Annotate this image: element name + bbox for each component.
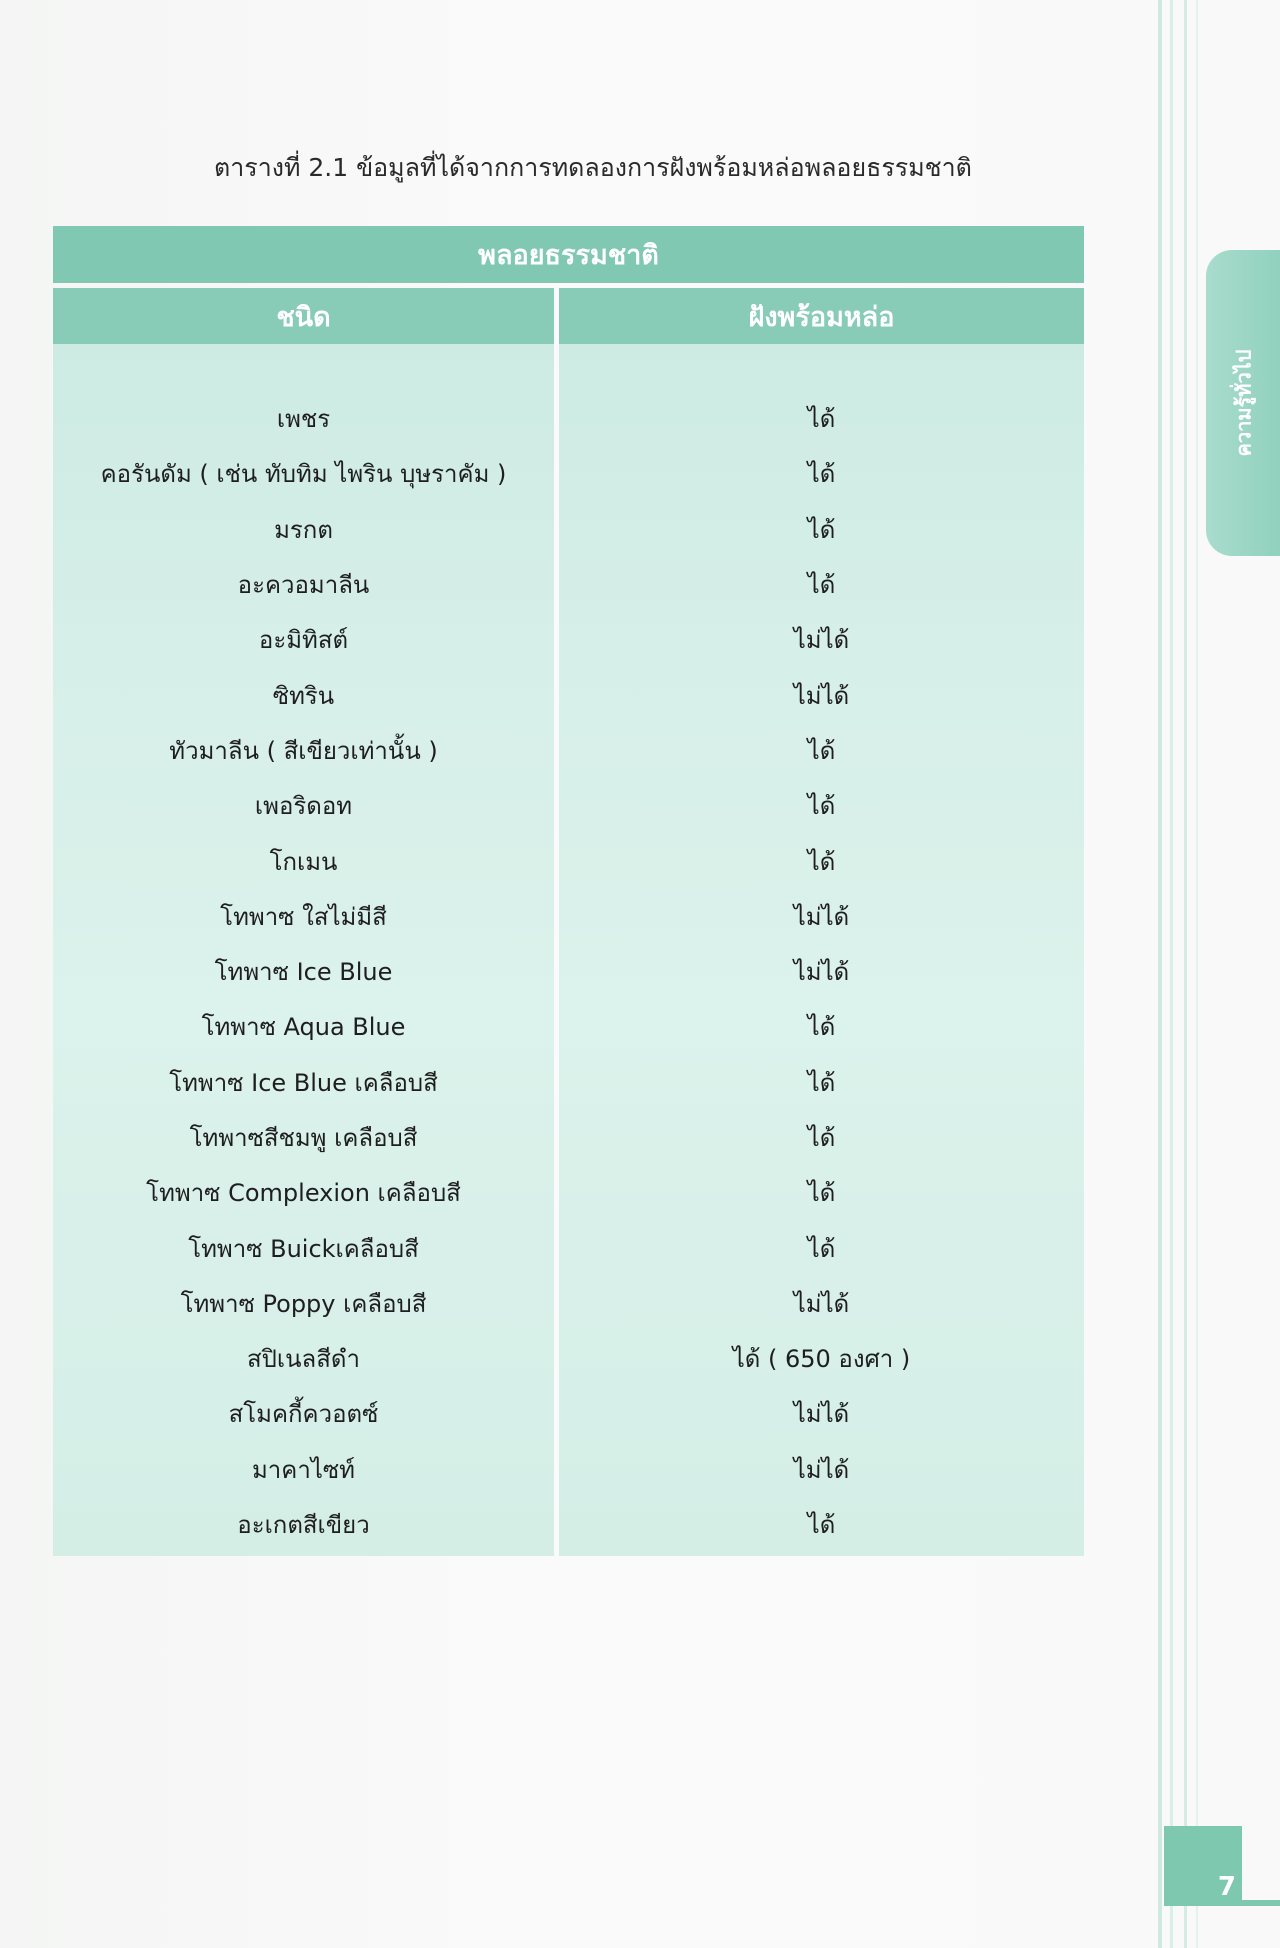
setting-result: ไม่ได้ <box>793 1289 850 1318</box>
margin-stripe <box>1158 0 1162 1948</box>
column-header-result: ฝังพร้อมหล่อ <box>559 288 1084 344</box>
gem-name: มรกต <box>274 515 333 544</box>
page-number-strip <box>1242 1900 1280 1906</box>
gem-name: โทพาซ ใสไม่มีสี <box>220 902 387 931</box>
table-row <box>53 1497 1084 1552</box>
table-row <box>53 1386 1084 1441</box>
gem-name: อะควอมาลีน <box>237 571 370 600</box>
table-row <box>53 1165 1084 1220</box>
table-row <box>53 1442 1084 1497</box>
table-row <box>53 1276 1084 1331</box>
setting-result: ได้ <box>807 1179 836 1208</box>
table-row <box>53 833 1084 888</box>
table-row <box>53 1055 1084 1110</box>
gem-name: โทพาซ Complexion เคลือบสี <box>146 1179 461 1208</box>
section-tab-label <box>1206 250 1280 556</box>
setting-result: ไม่ได้ <box>793 681 850 710</box>
setting-result: ได้ <box>807 460 836 489</box>
gem-table <box>53 226 1084 1556</box>
table-rows <box>53 391 1084 1552</box>
section-tab-text: ความรู้ทั่วไป <box>1231 349 1255 457</box>
setting-result: ได้ <box>807 515 836 544</box>
margin-stripe <box>1170 0 1173 1948</box>
setting-result: ได้ <box>807 1013 836 1042</box>
table-row <box>53 723 1084 778</box>
gem-name: สโมคกี้ควอตซ์ <box>228 1400 379 1429</box>
gem-name: ซิทริน <box>272 681 335 710</box>
column-header-type: ชนิด <box>53 288 554 344</box>
margin-stripe <box>1196 0 1198 1948</box>
setting-result: ได้ <box>807 847 836 876</box>
setting-result: ไม่ได้ <box>793 902 850 931</box>
gem-name: เพอริดอท <box>254 792 353 821</box>
gem-name: โทพาซ Aqua Blue <box>201 1013 406 1042</box>
setting-result: ได้ <box>807 571 836 600</box>
table-row <box>53 889 1084 944</box>
setting-result: ได้ <box>807 1511 836 1540</box>
setting-result: ได้ <box>807 792 836 821</box>
page-number: 7 <box>1217 1872 1236 1902</box>
gem-name: โทพาซ Ice Blue <box>214 958 393 987</box>
table-row <box>53 667 1084 722</box>
setting-result: ไม่ได้ <box>793 1455 850 1484</box>
setting-result: ได้ <box>807 736 836 765</box>
setting-result: ไม่ได้ <box>793 626 850 655</box>
table-row <box>53 612 1084 667</box>
gem-name: ทัวมาลีน ( สีเขียวเท่านั้น ) <box>169 736 438 765</box>
table-group-header: พลอยธรรมชาติ <box>53 226 1084 283</box>
gem-name: โกเมน <box>269 847 338 876</box>
table-row <box>53 1220 1084 1275</box>
table-row <box>53 1110 1084 1165</box>
table-row <box>53 999 1084 1054</box>
setting-result: ได้ <box>807 405 836 434</box>
gem-name: โทพาซ Buickเคลือบสี <box>188 1234 419 1263</box>
table-row <box>53 446 1084 501</box>
table-row <box>53 391 1084 446</box>
table-caption: ตารางที่ 2.1 ข้อมูลที่ได้จากการทดลองการฝังพร้อมหล่อพลอยธรรมชาติ <box>214 153 972 182</box>
margin-stripe <box>1184 0 1187 1948</box>
table-row <box>53 778 1084 833</box>
setting-result: ไม่ได้ <box>793 1400 850 1429</box>
gem-name: คอรันดัม ( เช่น ทับทิม ไพริน บุษราคัม ) <box>100 460 507 489</box>
gem-name: โทพาซ Poppy เคลือบสี <box>180 1289 427 1318</box>
setting-result: ไม่ได้ <box>793 958 850 987</box>
table-row <box>53 944 1084 999</box>
gem-name: มาคาไซท์ <box>251 1455 355 1484</box>
table-row <box>53 1331 1084 1386</box>
gem-name: โทพาซสีชมพู เคลือบสี <box>189 1124 418 1152</box>
setting-result: ได้ <box>807 1068 836 1097</box>
setting-result: ได้ ( 650 องศา ) <box>732 1345 911 1374</box>
gem-name: เพชร <box>276 405 331 434</box>
table-row <box>53 502 1084 557</box>
gem-name: อะมิทิสต์ <box>258 626 349 655</box>
gem-name: อะเกตสีเขียว <box>237 1511 370 1540</box>
setting-result: ได้ <box>807 1124 836 1152</box>
gem-name: โทพาซ Ice Blue เคลือบสี <box>169 1068 438 1097</box>
setting-result: ได้ <box>807 1234 836 1263</box>
table-row <box>53 557 1084 612</box>
gem-name: สปิเนลสีดำ <box>247 1345 360 1374</box>
